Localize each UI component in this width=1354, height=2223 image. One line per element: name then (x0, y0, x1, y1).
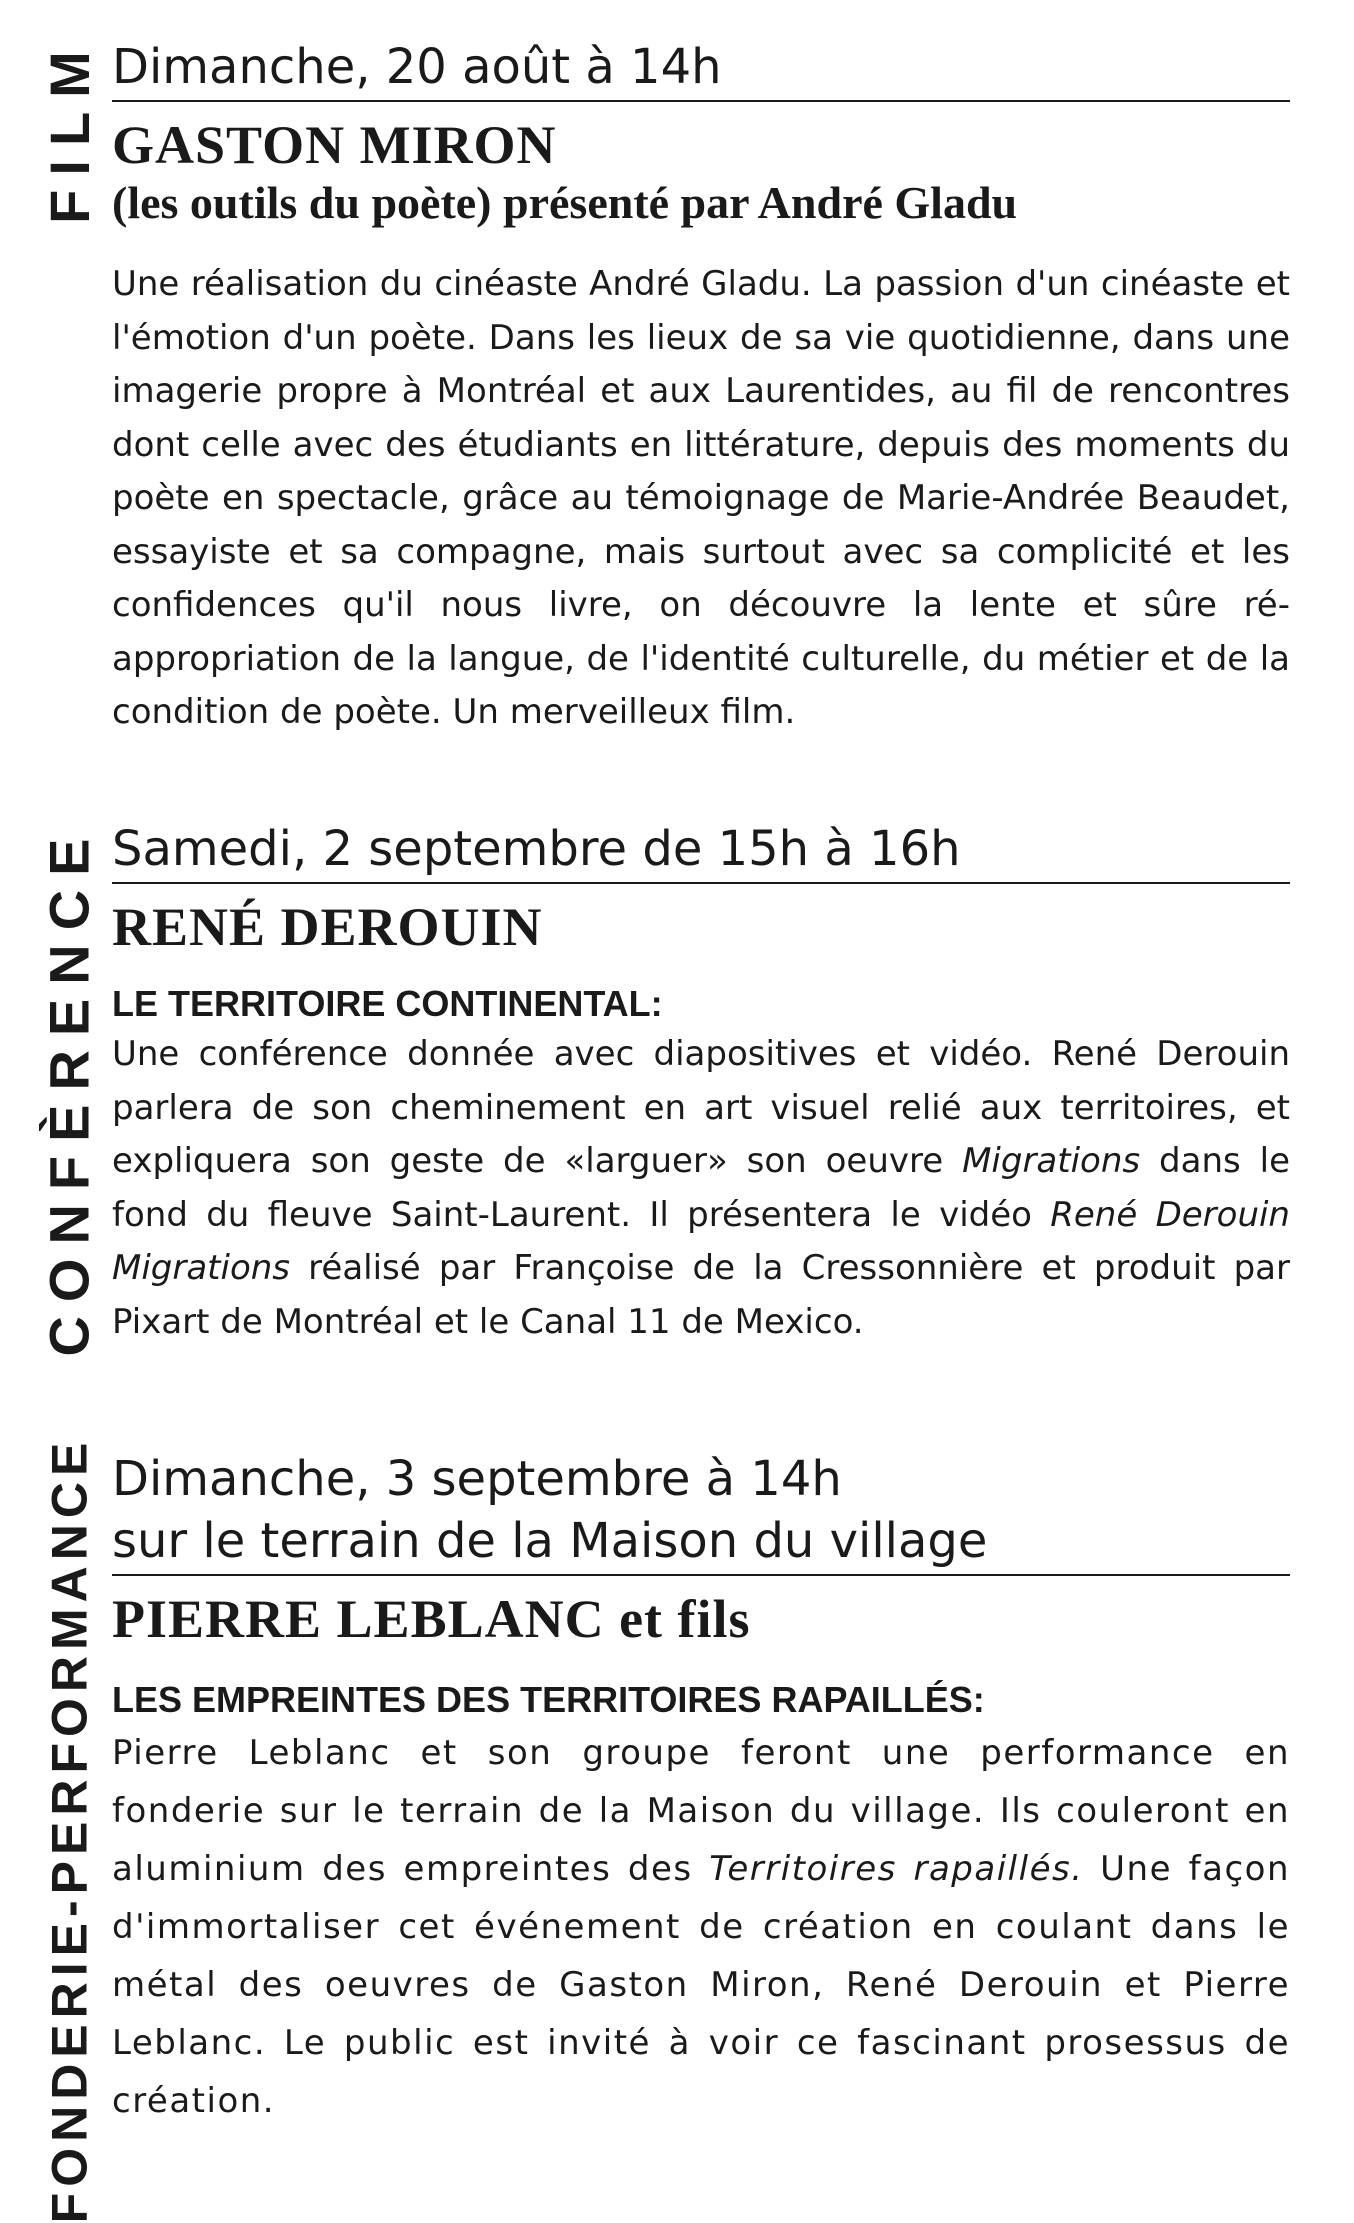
film-section (112, 36, 1290, 740)
film-side-label (14, 30, 124, 230)
fonderie-description (112, 1724, 1290, 2130)
fonderie-text-2: Une façon d'immortaliser cet événement de création en coulant dans le métal des oeuvres de Gaston Miron, René Derouin et Pierre Leblanc. Le public est invité à voir ce fascinant prosessus de création. (112, 1849, 1290, 2121)
fonderie-date-line-2: sur le terrain de la Maison du village (112, 1513, 988, 1569)
conference-description (112, 1028, 1290, 1349)
film-date: Dimanche, 20 août à 14h (112, 36, 1290, 102)
film-description: Une réalisation du cinéaste André Gladu. La passion d'un cinéaste et l'émotion d'un poète. Dans les lieux de sa vie quotidienne, dans une imagerie propre à Montréal et aux Laurentides, au fil de rencontres dont celle avec des étudiants en littérature, depuis des moments du poète en spectacle, grâce au témoignage de Marie-Andrée Beaudet, essayiste et sa compagne, mais surtout avec sa complicité et les confidences qu'il nous livre, on découvre la lente et sûre ré-appropriation de la langue, de l'identité culturelle, du métier et de la condition de poète. Un merveilleux film. (112, 264, 1290, 732)
film-label: FILM (37, 36, 101, 224)
conference-section (112, 818, 1290, 1349)
fonderie-text-1: Pierre Leblanc et son groupe feront une performance en fonderie sur le terrain de la Maison du village. Ils couleront en aluminium des empreintes des (112, 1733, 1290, 1889)
conference-heading: LE TERRITOIRE CONTINENTAL: (112, 983, 663, 1024)
conference-text-2: dans le fond du fleuve Saint-Laurent. Il présentera le vidéo (112, 1141, 1290, 1235)
fonderie-label: FONDERIE-PERFORMANCE (41, 1436, 97, 2223)
conference-side-label (14, 820, 124, 1360)
conference-italic-2: René Derouin Migrations (112, 1194, 1290, 1288)
conference-text-1: Une conférence donnée avec diapositives et vidéo. René Derouin parlera de son cheminement en art visuel relié aux territoires, et expliquera son geste de «larguer» son oeuvre (112, 1034, 1290, 1181)
fonderie-title: PIERRE LEBLANC et fils (112, 1589, 751, 1649)
conference-title: RENÉ DEROUIN (112, 897, 543, 957)
fonderie-section (112, 1448, 1290, 2130)
conference-italic-1: Migrations (962, 1141, 1141, 1181)
fonderie-date (112, 1448, 1290, 1576)
film-subtitle: (les outils du poète) présenté par André Gladu (112, 177, 1018, 228)
fonderie-heading: LES EMPREINTES DES TERRITOIRES RAPAILLÉS: (112, 1679, 985, 1720)
fonderie-date-line-1: Dimanche, 3 septembre à 14h (112, 1451, 842, 1507)
conference-text-3: réalisé par Françoise de la Cressonnière et produit par Pixart de Montréal et le Canal 11 de Mexico. (112, 1248, 1290, 1342)
fonderie-side-label (14, 1436, 124, 2223)
film-title: GASTON MIRON (112, 115, 557, 175)
fonderie-italic: Territoires rapaillés. (709, 1849, 1084, 1889)
conference-label: CONFÈRENCE (37, 823, 101, 1357)
conference-date: Samedi, 2 septembre de 15h à 16h (112, 818, 1290, 884)
